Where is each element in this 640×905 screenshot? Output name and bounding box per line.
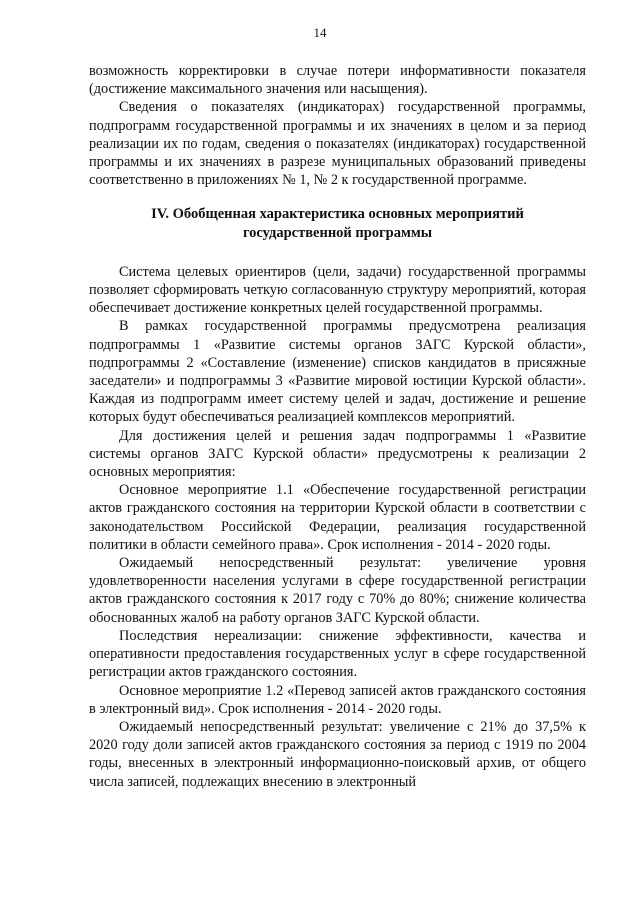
section-heading-line2: государственной программы xyxy=(242,224,433,241)
paragraph-measure-1-1: Основное мероприятие 1.1 «Обеспечение государственной регистрации актов гражданского состояния на территории Курской области в соответствии с законодательством Российской Федерации, реализация государственной политики в области семейного права». Срок исполнения - 2014 - 2020 годы. xyxy=(89,482,586,553)
page-body xyxy=(89,62,586,791)
paragraph-target-system: Система целевых ориентиров (цели, задачи) государственной программы позволяет сформировать четкую согласованную структуру мероприятий, которая обеспечивает достижение конкретных целей государственной программы. xyxy=(89,263,586,317)
paragraph-subprograms: В рамках государственной программы предусмотрена реализация подпрограммы 1 «Развитие системы органов ЗАГС Курской области», подпрограммы 2 «Составление (изменение) списков кандидатов в присяжные заседатели» и подпрограммы 3 «Развитие мировой юстиции Курской области». Каждая из подпрограмм имеет систему целей и задач, достижение и решение которых будут обеспечиваться реализацией комплексов мероприятий. xyxy=(89,318,586,426)
paragraph-measure-1-2: Основное мероприятие 1.2 «Перевод записей актов гражданского состояния в электронный вид». Срок исполнения - 2014 - 2020 годы. xyxy=(89,682,586,717)
section-heading xyxy=(89,205,586,241)
page-number: 14 xyxy=(313,25,327,40)
paragraph-expected-result-1-1: Ожидаемый непосредственный результат: увеличение уровня удовлетворенности населения услугами в сфере государственной регистрации актов гражданского состояния к 2017 году с 70% до 80%; снижение количества обоснованных жалоб на работу органов ЗАГС Курской области. xyxy=(89,555,586,626)
paragraph-continuation: возможность корректировки в случае потери информативности показателя (достижение максимального значения или насыщения). xyxy=(89,63,586,98)
section-heading-line1: IV. Обобщенная характеристика основных мероприятий xyxy=(151,206,524,223)
paragraph-expected-result-1-2: Ожидаемый непосредственный результат: увеличение с 21% до 37,5% к 2020 году доли записей актов гражданского состояния за период с 1919 по 2004 годы, внесенных в электронный информационно-поисковый архив, от общего числа записей, подлежащих внесению в электронный xyxy=(89,718,586,790)
paragraph-nonrealization-consequences: Последствия нереализации: снижение эффективности, качества и оперативности предоставления государственных услуг в сфере государственной регистрации актов гражданского состояния. xyxy=(89,627,586,681)
paragraph-indicators-info: Сведения о показателях (индикаторах) государственной программы, подпрограмм государственной программы и их значениях в целом и за период реализации их по годам, сведения о показателях (индикаторах) государственной программы и их значениях в разрезе муниципальных образований приведены соответственно в приложениях № 1, № 2 к государственной программе. xyxy=(89,99,586,189)
paragraph-subprogram1-goals: Для достижения целей и решения задач подпрограммы 1 «Развитие системы органов ЗАГС Курской области» предусмотрены к реализации 2 основных мероприятия: xyxy=(89,427,586,481)
